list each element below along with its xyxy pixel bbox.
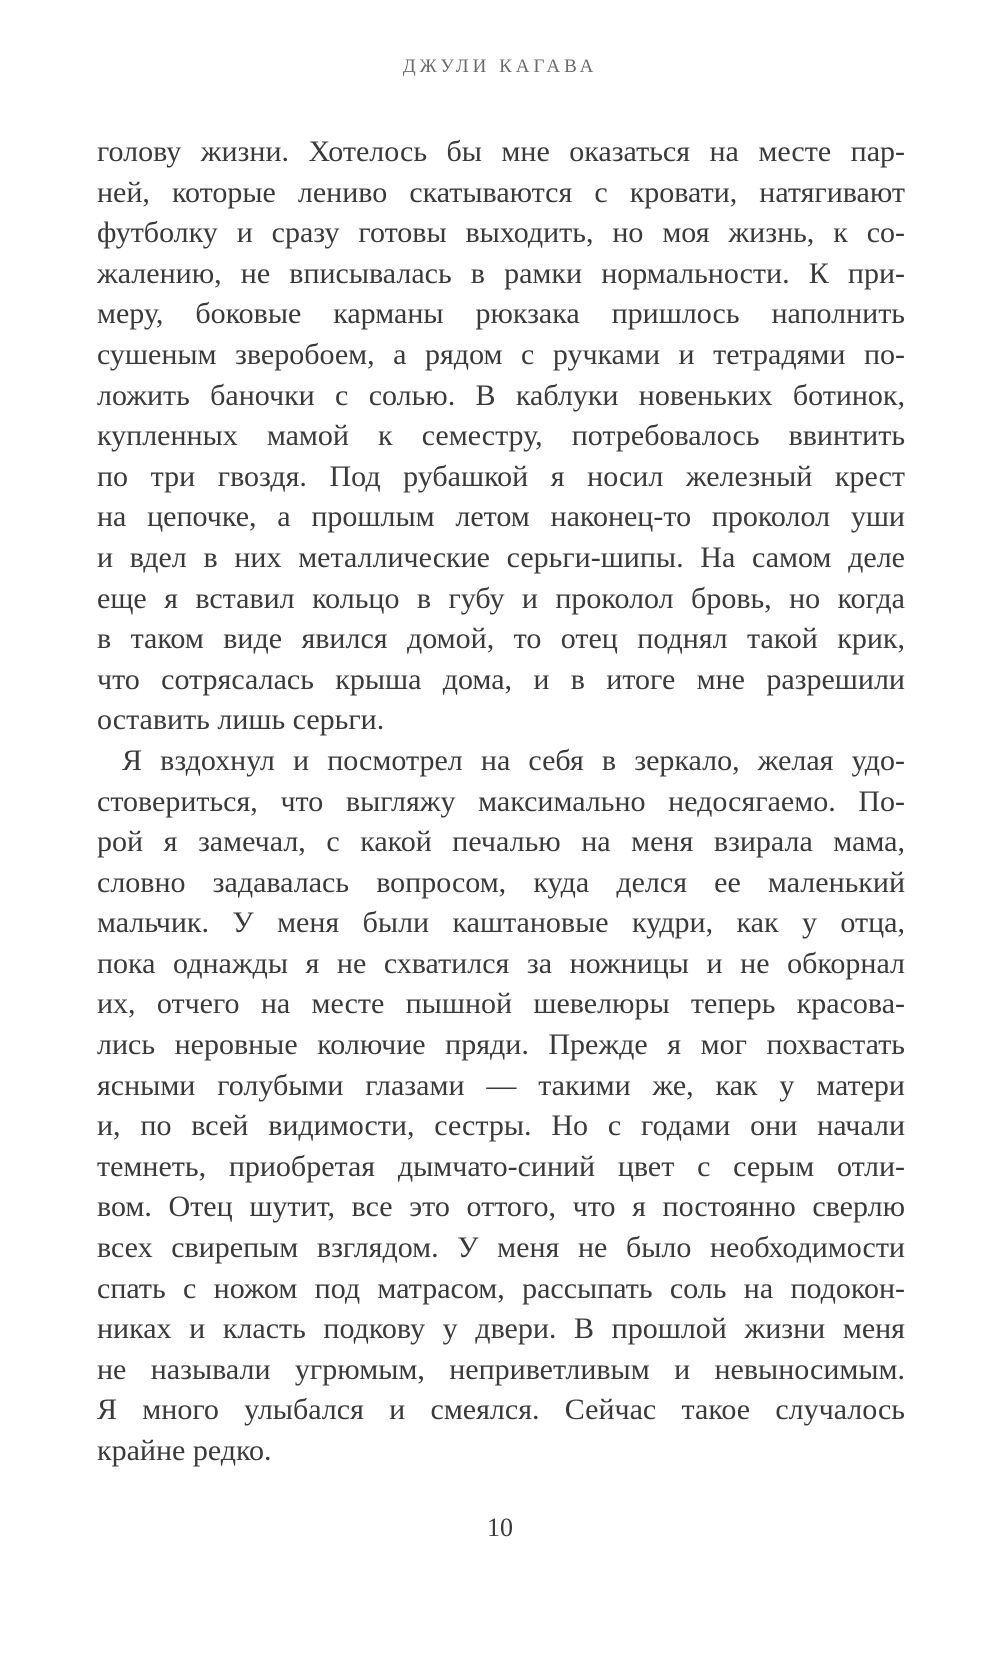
text-line [97, 335, 905, 376]
text-line [97, 903, 905, 944]
text-line-content: голову жизни. Хотелось бы мне оказаться на месте пар- [97, 135, 905, 168]
text-line-content: меру, боковые карманы рюкзака пришлось наполнить [97, 297, 905, 331]
text-line-content: лись неровные колючие пряди. Прежде я мог похвастать [97, 1028, 905, 1062]
paragraph [97, 132, 905, 741]
text-line-content: словно задавалась вопросом, куда делся ее маленький [97, 865, 905, 899]
text-line-content: вом. Отец шутит, все это оттого, что я постоянно сверлю [97, 1190, 905, 1224]
text-line [97, 1390, 905, 1431]
text-line [97, 863, 905, 904]
text-line [97, 173, 905, 214]
paragraph [97, 741, 905, 1472]
text-line [97, 416, 905, 457]
text-line-content: никах и класть подкову у двери. В прошлой жизни меня [97, 1312, 905, 1346]
text-line [97, 619, 905, 660]
text-line-content: ясными голубыми глазами — такими же, как у матери [97, 1068, 905, 1102]
text-line [97, 944, 905, 985]
page-body-text [97, 132, 905, 1472]
text-line [97, 1269, 905, 1310]
text-line-content: сушеным зверобоем, а рядом с ручками и тетрадями по- [97, 337, 905, 371]
text-line [97, 1350, 905, 1391]
text-line-content: Я вздохнул и посмотрел на себя в зеркало, желая удо- [122, 743, 905, 777]
text-line [97, 1187, 905, 1228]
text-line-content: и вдел в них металлические серьги-шипы. На самом деле [97, 540, 905, 574]
text-line [97, 822, 905, 863]
running-header: ДЖУЛИ КАГАВА [402, 56, 598, 77]
text-line-content: Я много улыбался и смеялся. Сейчас такое случалось [97, 1393, 905, 1427]
text-line-content: футболку и сразу готовы выходить, но моя жизнь, к со- [97, 216, 905, 250]
text-line-content: их, отчего на месте пышной шевелюры теперь красова- [97, 987, 905, 1021]
text-line [97, 700, 905, 741]
text-line-content: еще я вставил кольцо в губу и проколол бровь, но когда [97, 581, 905, 615]
text-line-content: жалению, не вписывалась в рамки нормальности. К при- [97, 256, 905, 290]
text-line-content: спать с ножом под матрасом, рассыпать соль на подокон- [97, 1271, 905, 1305]
text-line [97, 294, 905, 335]
text-line-content: пока однажды я не схватился за ножницы и не обкорнал [97, 946, 905, 980]
text-line-content: ложить баночки с солью. В каблуки новеньких ботинок, [97, 378, 905, 412]
text-line [97, 660, 905, 701]
text-line [97, 1431, 905, 1472]
text-line [97, 579, 905, 620]
text-line-content: не называли угрюмым, неприветливым и невыносимым. [97, 1352, 905, 1386]
text-line [97, 782, 905, 823]
text-line [97, 1066, 905, 1107]
text-line-content: в таком виде явился домой, то отец поднял такой крик, [97, 622, 905, 656]
text-line [97, 984, 905, 1025]
text-line [97, 1025, 905, 1066]
text-line [97, 254, 905, 295]
text-line-content: и, по всей видимости, сестры. Но с годами они начали [97, 1109, 905, 1143]
text-line-content: темнеть, приобретая дымчато-синий цвет с серым отли- [97, 1149, 905, 1183]
text-line-content: что сотрясалась крыша дома, и в итоге мне разрешили [97, 662, 905, 696]
text-line [97, 538, 905, 579]
text-line [97, 213, 905, 254]
text-line [97, 457, 905, 498]
text-line-content: ней, которые лениво скатываются с кровати, натягивают [97, 175, 905, 209]
text-line [97, 497, 905, 538]
text-line [97, 376, 905, 417]
text-line-content: крайне редко. [97, 1434, 272, 1467]
text-line [97, 132, 905, 173]
text-line [97, 1147, 905, 1188]
page-number: 10 [487, 1513, 513, 1542]
text-line-content: стовериться, что выгляжу максимально недосягаемо. По- [97, 784, 905, 818]
text-line-content: всех свирепым взглядом. У меня не было необходимости [97, 1231, 905, 1265]
text-line [97, 1106, 905, 1147]
text-line-content: на цепочке, а прошлым летом наконец-то проколол уши [97, 500, 905, 534]
text-line [97, 741, 905, 782]
text-line-content: оставить лишь серьги. [97, 703, 385, 737]
text-line-content: мальчик. У меня были каштановые кудри, как у отца, [97, 906, 905, 940]
text-line-content: купленных мамой к семестру, потребовалось ввинтить [97, 419, 905, 453]
text-line [97, 1309, 905, 1350]
text-line-content: по три гвоздя. Под рубашкой я носил железный крест [97, 459, 905, 493]
text-line-content: рой я замечал, с какой печалью на меня взирала мама, [97, 825, 905, 859]
text-line [97, 1228, 905, 1269]
